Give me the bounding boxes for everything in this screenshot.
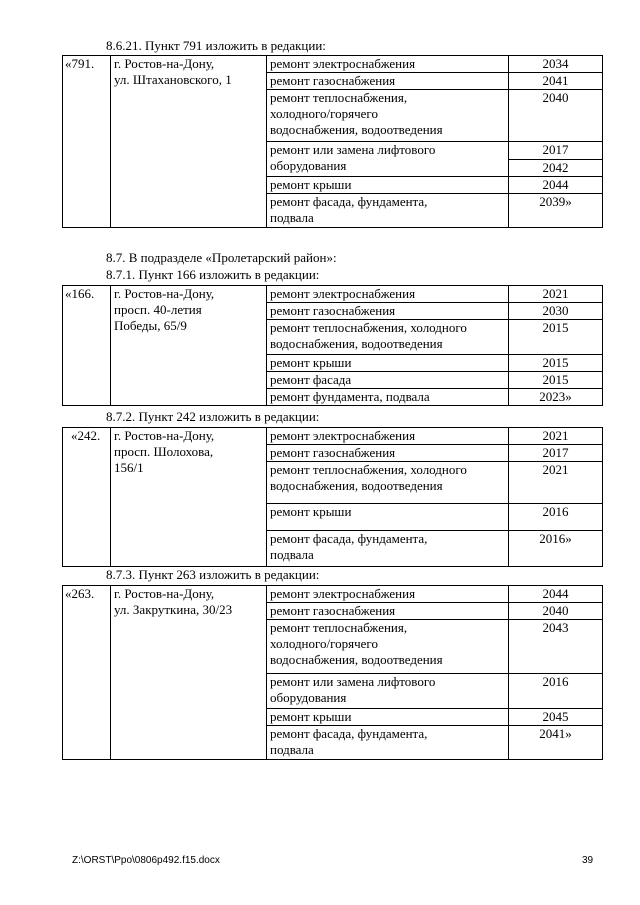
page-number: 39 [582,855,594,866]
item-number: «166. [63,286,111,406]
year: 2021 [509,428,603,445]
year: 2015 [509,320,603,355]
year: 2023» [509,389,603,406]
heading-8-7: 8.7. В подразделе «Пролетарский район»: [106,250,337,265]
work-type: ремонт электроснабжения [267,586,509,603]
year: 2034 [509,56,603,73]
year: 2017 [509,142,603,160]
work-type: ремонт газоснабжения [267,445,509,462]
work-type: ремонт теплоснабжения, холодного/горячего водоснабжения, водоотведения [267,620,509,674]
work-type: ремонт фасада [267,372,509,389]
work-type: ремонт электроснабжения [267,286,509,303]
work-type: ремонт газоснабжения [267,303,509,320]
work-type: ремонт крыши [267,355,509,372]
work-type: ремонт газоснабжения [267,603,509,620]
year: 2039» [509,194,603,228]
table-item-263 [62,585,603,760]
year: 2040 [509,90,603,142]
year: 2015 [509,372,603,389]
footer-file-path: Z:\ORST\Ppo\0806p492.f15.docx [72,855,220,866]
address-cell: г. Ростов-на-Дону, просп. Шолохова, 156/1 [111,428,267,567]
year: 2017 [509,445,603,462]
item-number: «242. [63,428,111,567]
work-type: ремонт фундамента, подвала [267,389,509,406]
address-cell: г. Ростов-на-Дону, ул. Закруткина, 30/23 [111,586,267,760]
work-type: ремонт крыши [267,504,509,531]
work-type: ремонт или замена лифтового оборудования [267,674,509,709]
work-type: ремонт теплоснабжения, холодного/горячего водоснабжения, водоотведения [267,90,509,142]
year: 2021 [509,462,603,504]
work-type: ремонт теплоснабжения, холодного водоснабжения, водоотведения [267,320,509,355]
year: 2016 [509,504,603,531]
year: 2015 [509,355,603,372]
year: 2016 [509,674,603,709]
work-type: ремонт теплоснабжения, холодного водоснабжения, водоотведения [267,462,509,504]
table-item-242 [62,427,603,567]
heading-8-7-1: 8.7.1. Пункт 166 изложить в редакции: [106,267,320,282]
table-item-791 [62,55,603,228]
work-type: ремонт фасада, фундамента, подвала [267,531,509,567]
work-type: ремонт электроснабжения [267,56,509,73]
year: 2030 [509,303,603,320]
year: 2043 [509,620,603,674]
item-number: «791. [63,56,111,228]
year: 2041» [509,726,603,760]
work-type: ремонт фасада, фундамента, подвала [267,726,509,760]
work-type: ремонт электроснабжения [267,428,509,445]
address-cell: г. Ростов-на-Дону, ул. Штахановского, 1 [111,56,267,228]
year: 2042 [509,160,603,177]
heading-8-6-21: 8.6.21. Пункт 791 изложить в редакции: [106,38,326,53]
work-type: ремонт крыши [267,709,509,726]
work-type: ремонт крыши [267,177,509,194]
work-type: ремонт фасада, фундамента, подвала [267,194,509,228]
work-type: ремонт или замена лифтового оборудования [267,142,509,177]
item-number: «263. [63,586,111,760]
table-item-166 [62,285,603,406]
year: 2044 [509,586,603,603]
heading-8-7-3: 8.7.3. Пункт 263 изложить в редакции: [106,567,320,582]
work-type: ремонт газоснабжения [267,73,509,90]
year: 2021 [509,286,603,303]
address-cell: г. Ростов-на-Дону, просп. 40-летия Победы, 65/9 [111,286,267,406]
year: 2044 [509,177,603,194]
year: 2040 [509,603,603,620]
year: 2016» [509,531,603,567]
year: 2041 [509,73,603,90]
year: 2045 [509,709,603,726]
heading-8-7-2: 8.7.2. Пункт 242 изложить в редакции: [106,409,320,424]
